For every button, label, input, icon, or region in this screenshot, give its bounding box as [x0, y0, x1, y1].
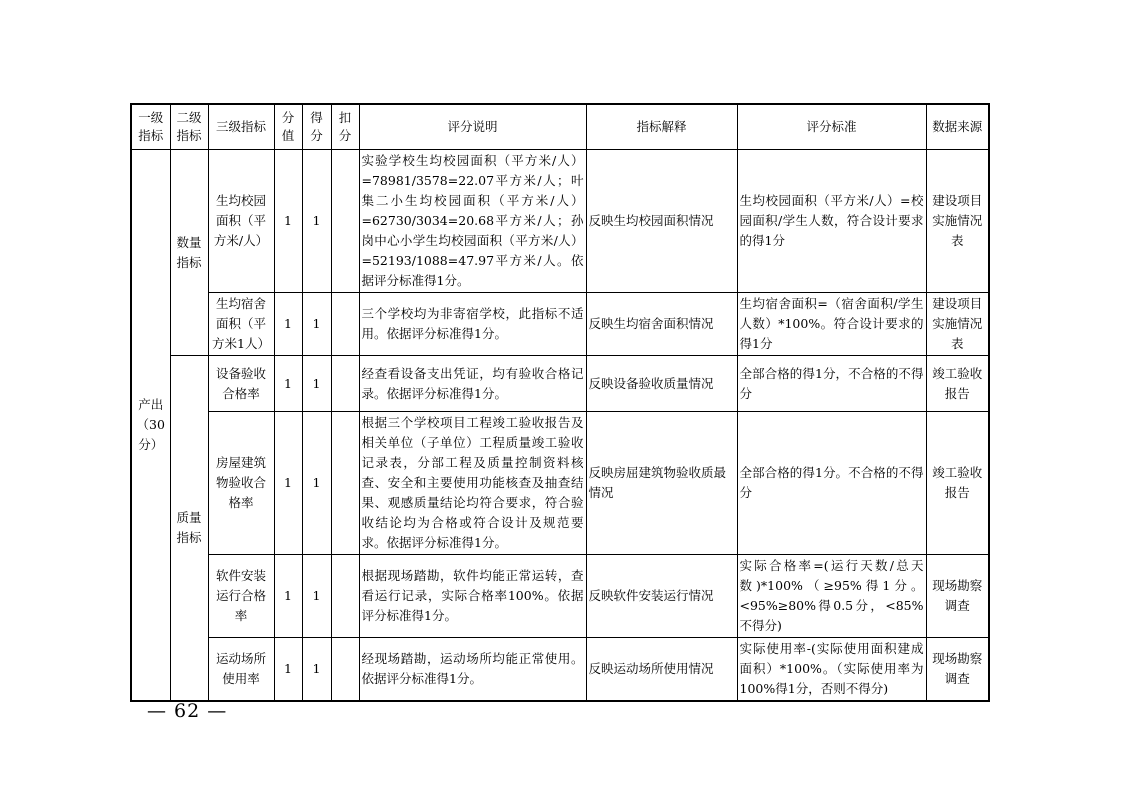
level1-cell: 产出（30分）: [131, 150, 170, 702]
weight-cell: 1: [274, 356, 302, 412]
description-cell: 根据三个学校项目工程竣工验收报告及相关单位（子单位）工程质量竣工验收记录表，分部工程及质量控制资料核查、安全和主要使用功能核查及抽查结果、观感质量结论均符合要求，符合验收结论均为合格或符合设计及规范要求。依据评分标准得1分。: [359, 412, 586, 555]
table-header-row: [131, 104, 989, 150]
table-row: [131, 293, 989, 356]
source-cell: 现场勘察调查: [926, 555, 989, 638]
deduction-cell: [331, 555, 359, 638]
header-score: 得分: [302, 104, 331, 150]
table-row: [131, 150, 989, 293]
score-cell: 1: [302, 293, 331, 356]
standard-cell: 实际合格率=(运行天数/总天数)*100%（≥95%得1分。<95%≥80%得0.5分，<85%不得分): [737, 555, 926, 638]
header-level1: 一级指标: [131, 104, 170, 150]
indicator-cell: 软件安装运行合格率: [208, 555, 274, 638]
explanation-cell: 反映设备验收质量情况: [586, 356, 737, 412]
table-row: [131, 412, 989, 555]
weight-cell: 1: [274, 555, 302, 638]
indicator-cell: 生均校园面积（平方米/人）: [208, 150, 274, 293]
weight-cell: 1: [274, 638, 302, 702]
source-cell: 建设项目实施情况表: [926, 150, 989, 293]
indicator-cell: 生均宿舍面积（平方米1人）: [208, 293, 274, 356]
source-cell: 现场勘察调查: [926, 638, 989, 702]
weight-cell: 1: [274, 293, 302, 356]
weight-cell: 1: [274, 412, 302, 555]
score-cell: 1: [302, 555, 331, 638]
header-weight: 分值: [274, 104, 302, 150]
standard-cell: 实际使用率-(实际使用面积建成面积）*100%。（实际使用率为100%得1分，否则不得分): [737, 638, 926, 702]
weight-cell: 1: [274, 150, 302, 293]
score-cell: 1: [302, 412, 331, 555]
indicator-cell: 运动场所使用率: [208, 638, 274, 702]
description-cell: 经现场踏勘，运动场所均能正常使用。依据评分标准得1分。: [359, 638, 586, 702]
header-source: 数据来源: [926, 104, 989, 150]
page-number: — 62 —: [147, 700, 228, 722]
score-cell: 1: [302, 150, 331, 293]
header-description: 评分说明: [359, 104, 586, 150]
group-quantity-cell: 数量指标: [170, 150, 208, 356]
description-cell: 经查看设备支出凭证，均有验收合格记录。依据评分标准得1分。: [359, 356, 586, 412]
source-cell: 竣工验收报告: [926, 356, 989, 412]
group-quality-cell: 质量指标: [170, 356, 208, 702]
explanation-cell: 反映运动场所使用情况: [586, 638, 737, 702]
table-row: [131, 555, 989, 638]
description-cell: 三个学校均为非寄宿学校，此指标不适用。依据评分标准得1分。: [359, 293, 586, 356]
deduction-cell: [331, 150, 359, 293]
explanation-cell: 反映房屈建筑物验收质最情况: [586, 412, 737, 555]
explanation-cell: 反映生均宿舍面积情况: [586, 293, 737, 356]
deduction-cell: [331, 412, 359, 555]
standard-cell: 全部合格的得1分，不合格的不得分: [737, 356, 926, 412]
table-row: [131, 356, 989, 412]
source-cell: 竣工验收报告: [926, 412, 989, 555]
source-cell: 建设项目实施情况表: [926, 293, 989, 356]
standard-cell: 全部合格的得1分。不合格的不得分: [737, 412, 926, 555]
header-level2: 二级指标: [170, 104, 208, 150]
header-deduction: 扣分: [331, 104, 359, 150]
score-cell: 1: [302, 638, 331, 702]
header-explanation: 指标解释: [586, 104, 737, 150]
deduction-cell: [331, 293, 359, 356]
deduction-cell: [331, 356, 359, 412]
header-level3: 三级指标: [208, 104, 274, 150]
description-cell: 根据现场踏勘，软件均能正常运转，查看运行记录，实际合格率100%。依据评分标准得1分。: [359, 555, 586, 638]
table-row: [131, 638, 989, 702]
evaluation-table: [130, 103, 990, 702]
description-cell: 实验学校生均校园面积（平方米/人）=78981/3578=22.07平方米/人；叶集二小生均校园面积（平方米/人）=62730/3034=20.68平方米/人；孙岗中心小学生均校园面积（平方米/人）=52193/1088=47.97平方米/人。依据评分标准得1分。: [359, 150, 586, 293]
standard-cell: 生均宿舍面积=（宿舍面积/学生人数）*100%。符合设计要求的得1分: [737, 293, 926, 356]
indicator-cell: 房屋建筑物验收合格率: [208, 412, 274, 555]
explanation-cell: 反映生均校园面积情况: [586, 150, 737, 293]
header-standard: 评分标准: [737, 104, 926, 150]
score-cell: 1: [302, 356, 331, 412]
indicator-cell: 设备验收合格率: [208, 356, 274, 412]
deduction-cell: [331, 638, 359, 702]
standard-cell: 生均校园面积（平方米/人）=校园面积/学生人数，符合设计要求的得1分: [737, 150, 926, 293]
explanation-cell: 反映软件安装运行情况: [586, 555, 737, 638]
